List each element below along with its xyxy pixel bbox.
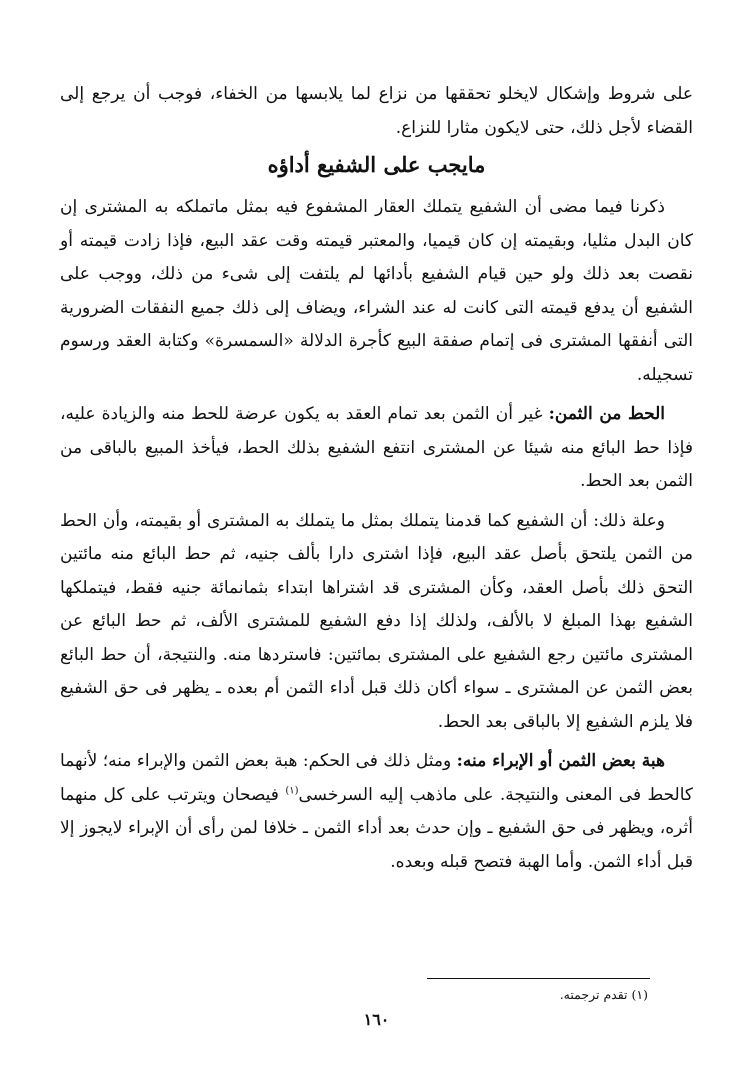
paragraph-3: وعلة ذلك: أن الشفيع كما قدمنا يتملك بمثل ما يتملك به المشترى أو بقيمته، وأن الحط من الثمن يلتحق بأصل عقد البيع، فإذا اشترى دارا بألف جنيه، ثم حط البائع منه مائتين التحق ذلك بأصل العقد، وكأن المشترى قد اشتراها ابتداء بثمانمائة جنيه فقط، فيتملكها الشفيع بهذا المبلغ لا بالألف، ولذلك إذا دفع الشفيع للمشترى الألف، ثم حط البائع عن المشترى مائتين رجع الشفيع على المشترى بمائتين: فاستردها منه. والنتيجة، أن حط البائع بعض الثمن عن المشترى ـ سواء أكان ذلك قبل أداء الثمن أم بعده ـ يظهر فى حق الشفيع فلا يلزم الشفيع إلا بالباقى بعد الحط. <box>60 510 693 732</box>
paragraph-2-lead: الحط من الثمن: <box>548 404 666 424</box>
paragraph-4-body-b: فيصحان ويترتب على كل منهما أثره، ويظهر فى حق الشفيع ـ وإن حدث بعد أداء الثمن ـ خلافا لمن رأى أن الإبراء لايجوز إلا قبل أداء الثمن. وأما الهبة فتصح قبله وبعده. <box>60 784 693 872</box>
paragraph-4 <box>60 745 693 879</box>
intro-paragraph: على شروط وإشكال لايخلو تحققها من نزاع لما يلابسها من الخفاء، فوجب أن يرجع إلى القضاء لأجل ذلك، حتى لايكون مثارا للنزاع. <box>60 84 693 138</box>
footnote-divider <box>427 978 650 979</box>
page-body <box>60 78 693 885</box>
paragraph-2 <box>60 398 693 499</box>
footnote: (١) تقدم ترجمته. <box>559 987 648 1002</box>
page-number: ١٦٠ <box>363 1010 390 1029</box>
paragraph-4-body-a: ومثل ذلك فى الحكم: هبة بعض الثمن والإبراء منه؛ لأنهما كالحط فى المعنى والنتيجة. على ماذهب إليه السرخسى <box>60 751 694 805</box>
paragraph-2-body: غير أن الثمن بعد تمام العقد به يكون عرضة للحط منه والزيادة عليه، فإذا حط البائع منه شيئا عن المشترى انتفع الشفيع بذلك الحط، فيأخذ المبيع بالباقى من الثمن بعد الحط. <box>60 404 693 491</box>
footnote-reference[interactable]: (١) <box>285 784 299 796</box>
paragraph-1: ذكرنا فيما مضى أن الشفيع يتملك العقار المشفوع فيه بمثل ماتملكه به المشترى إن كان البدل مثليا، وبقيمته إن كان قيميا، والمعتبر قيمته وقت عقد البيع، فإذا زادت قيمته أو نقصت بعد ذلك ولو حين قيام الشفيع بأدائها لم يلتفت إلى شىء من ذلك، ووجب على الشفيع أن يدفع قيمته التى كانت له عند الشراء، ويضاف إلى ذلك جميع النفقات الضرورية التى أنفقها المشترى فى إتمام صفقة البيع كأجرة الدلالة «السمسرة» وكتابة العقد ورسوم تسجيله. <box>60 197 693 385</box>
paragraph-4-lead: هبة بعض الثمن أو الإبراء منه: <box>456 751 666 771</box>
section-heading: مايجب على الشفيع أداؤه <box>267 152 486 177</box>
